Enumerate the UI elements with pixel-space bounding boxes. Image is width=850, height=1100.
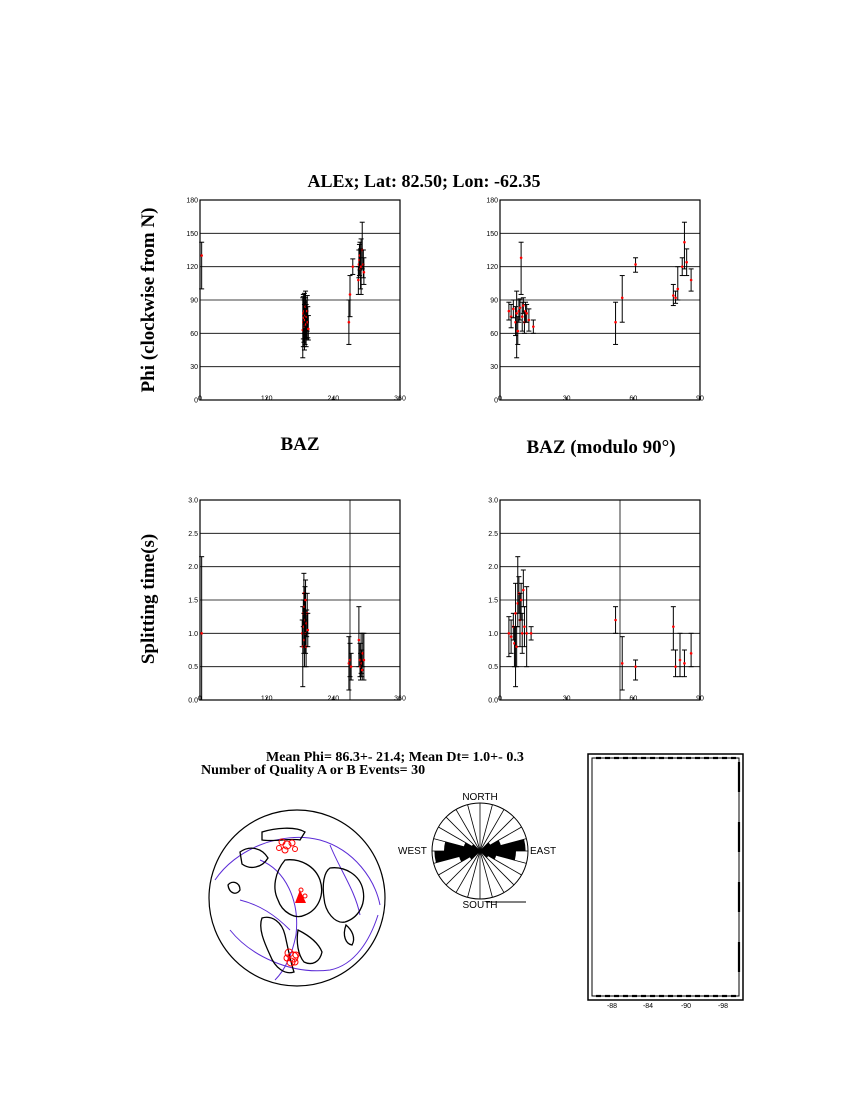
y-tick-label: 0 — [194, 397, 198, 405]
point-marker — [363, 659, 366, 662]
dt-vs-baz-mod90-plot — [488, 498, 704, 705]
y-tick-label: 120 — [186, 264, 198, 272]
point-marker — [357, 279, 360, 282]
data-point — [348, 276, 353, 317]
x-tick-label: 30 — [562, 695, 571, 703]
point-marker — [306, 629, 309, 632]
data-point — [613, 607, 618, 634]
point-marker — [672, 294, 675, 297]
y-tick-label: 2.5 — [188, 530, 198, 538]
point-marker — [512, 308, 515, 311]
dt-vs-baz-plot — [188, 498, 406, 705]
inset-frame — [588, 754, 743, 1010]
x-tick-label: 0 — [198, 695, 202, 703]
point-marker — [685, 261, 688, 264]
point-marker — [200, 632, 203, 635]
rose-spoke — [480, 805, 492, 851]
x-tick-label: 360 — [394, 695, 406, 703]
baz-mod90-x-label: BAZ (modulo 90°) — [526, 437, 676, 458]
rose-spoke — [468, 805, 480, 851]
point-marker — [683, 241, 686, 244]
rose-spoke — [468, 851, 480, 897]
point-marker — [621, 662, 624, 665]
x-tick-label: 60 — [629, 695, 638, 703]
point-marker — [676, 288, 679, 291]
point-marker — [679, 659, 682, 662]
point-marker — [361, 669, 364, 672]
x-tick-label: 360 — [394, 395, 406, 403]
y-tick-label: 0.5 — [188, 664, 198, 672]
x-tick-label: 0 — [498, 695, 502, 703]
point-marker — [674, 296, 677, 299]
phi-vs-baz-mod90-plot — [486, 198, 704, 405]
point-marker — [614, 619, 617, 622]
point-marker — [674, 665, 677, 668]
point-marker — [363, 271, 366, 274]
x-tick-label: 120 — [260, 395, 273, 403]
point-marker — [348, 321, 351, 324]
data-point — [348, 643, 353, 676]
inset-x-tick-1: -84 — [642, 1003, 654, 1010]
y-tick-label: 0.5 — [488, 664, 498, 672]
data-point — [613, 302, 618, 344]
event-count: Number of Quality A or B Events= 30 — [201, 763, 426, 778]
rose-diagram — [398, 792, 556, 911]
point-marker — [350, 665, 353, 668]
point-marker — [634, 263, 637, 266]
y-tick-label: 1.5 — [488, 597, 498, 605]
point-marker — [683, 662, 686, 665]
point-marker — [528, 319, 531, 322]
point-marker — [304, 599, 307, 602]
point-marker — [351, 265, 354, 268]
point-marker — [515, 312, 518, 315]
point-marker — [508, 310, 511, 313]
mean-summary: Mean Phi= 86.3+- 21.4; Mean Dt= 1.0+- 0.3 — [266, 750, 524, 765]
y-tick-label: 150 — [486, 230, 498, 238]
y-tick-label: 60 — [190, 330, 198, 338]
y-tick-label: 120 — [486, 264, 498, 272]
data-point — [673, 650, 678, 677]
point-marker — [523, 625, 526, 628]
x-tick-label: 120 — [260, 695, 273, 703]
point-marker — [525, 632, 528, 635]
point-marker — [530, 632, 533, 635]
inset-x-tick-3: -98 — [717, 1003, 729, 1010]
point-marker — [681, 265, 684, 268]
y-tick-label: 2.0 — [188, 564, 198, 572]
point-marker — [520, 256, 523, 259]
data-point — [519, 242, 524, 294]
point-marker — [510, 635, 513, 638]
rose-north-label: NORTH — [462, 792, 498, 803]
y-tick-label: 0.0 — [188, 697, 198, 705]
point-marker — [508, 632, 511, 635]
data-point — [633, 258, 638, 272]
x-tick-label: 240 — [327, 695, 340, 703]
point-marker — [358, 639, 361, 642]
rose-west-label: WEST — [398, 846, 427, 857]
rose-east-label: EAST — [530, 846, 557, 857]
point-marker — [614, 321, 617, 324]
phi-y-label: Phi (clockwise from N) — [138, 207, 159, 393]
x-tick-label: 0 — [198, 395, 202, 403]
x-tick-label: 240 — [327, 395, 340, 403]
y-tick-label: 1.5 — [188, 597, 198, 605]
y-tick-label: 0 — [494, 397, 498, 405]
phi-vs-baz-plot — [186, 198, 406, 405]
baz-x-label: BAZ — [280, 434, 320, 455]
y-tick-label: 60 — [490, 330, 498, 338]
x-tick-label: 0 — [498, 395, 502, 403]
data-point — [633, 660, 638, 680]
rose-spoke — [480, 851, 492, 897]
rose-south-label: SOUTH — [462, 900, 498, 911]
y-tick-label: 150 — [186, 230, 198, 238]
point-marker — [522, 589, 525, 592]
y-tick-label: 3.0 — [188, 497, 198, 505]
point-marker — [621, 296, 624, 299]
point-marker — [690, 279, 693, 282]
inset-x-tick-0: -88 — [606, 1003, 618, 1010]
point-marker — [672, 625, 675, 628]
point-marker — [521, 315, 524, 318]
data-point — [671, 607, 676, 650]
x-tick-label: 90 — [696, 695, 704, 703]
point-marker — [532, 325, 535, 328]
data-point — [346, 300, 351, 344]
data-point — [620, 637, 625, 690]
point-marker — [525, 312, 528, 315]
y-tick-label: 90 — [490, 297, 498, 305]
y-tick-label: 30 — [490, 364, 498, 372]
point-marker — [516, 330, 519, 333]
point-marker — [307, 328, 310, 331]
point-marker — [520, 599, 523, 602]
data-point — [689, 633, 694, 666]
inset-x-tick-2: -90 — [680, 1003, 692, 1010]
event-map — [209, 810, 385, 986]
y-tick-label: 2.5 — [488, 530, 498, 538]
data-point — [678, 633, 683, 676]
x-tick-label: 30 — [562, 395, 571, 403]
data-point — [682, 650, 687, 677]
y-tick-label: 180 — [486, 197, 498, 205]
point-marker — [349, 293, 352, 296]
data-point — [689, 269, 694, 291]
y-tick-label: 1.0 — [488, 630, 498, 638]
point-marker — [519, 306, 522, 309]
point-marker — [690, 652, 693, 655]
dt-y-label: Splitting time(s) — [138, 533, 159, 665]
y-tick-label: 90 — [190, 297, 198, 305]
point-marker — [521, 632, 524, 635]
data-point — [620, 276, 625, 323]
x-tick-label: 60 — [629, 395, 638, 403]
y-tick-label: 30 — [190, 364, 198, 372]
y-tick-label: 180 — [186, 197, 198, 205]
y-tick-label: 0.0 — [488, 697, 498, 705]
y-tick-label: 3.0 — [488, 497, 498, 505]
y-tick-label: 1.0 — [188, 630, 198, 638]
y-tick-label: 2.0 — [488, 564, 498, 572]
figure-title: ALEx; Lat: 82.50; Lon: -62.35 — [307, 171, 541, 191]
x-tick-label: 90 — [696, 395, 704, 403]
point-marker — [634, 665, 637, 668]
data-point — [531, 320, 536, 333]
point-marker — [200, 254, 203, 257]
